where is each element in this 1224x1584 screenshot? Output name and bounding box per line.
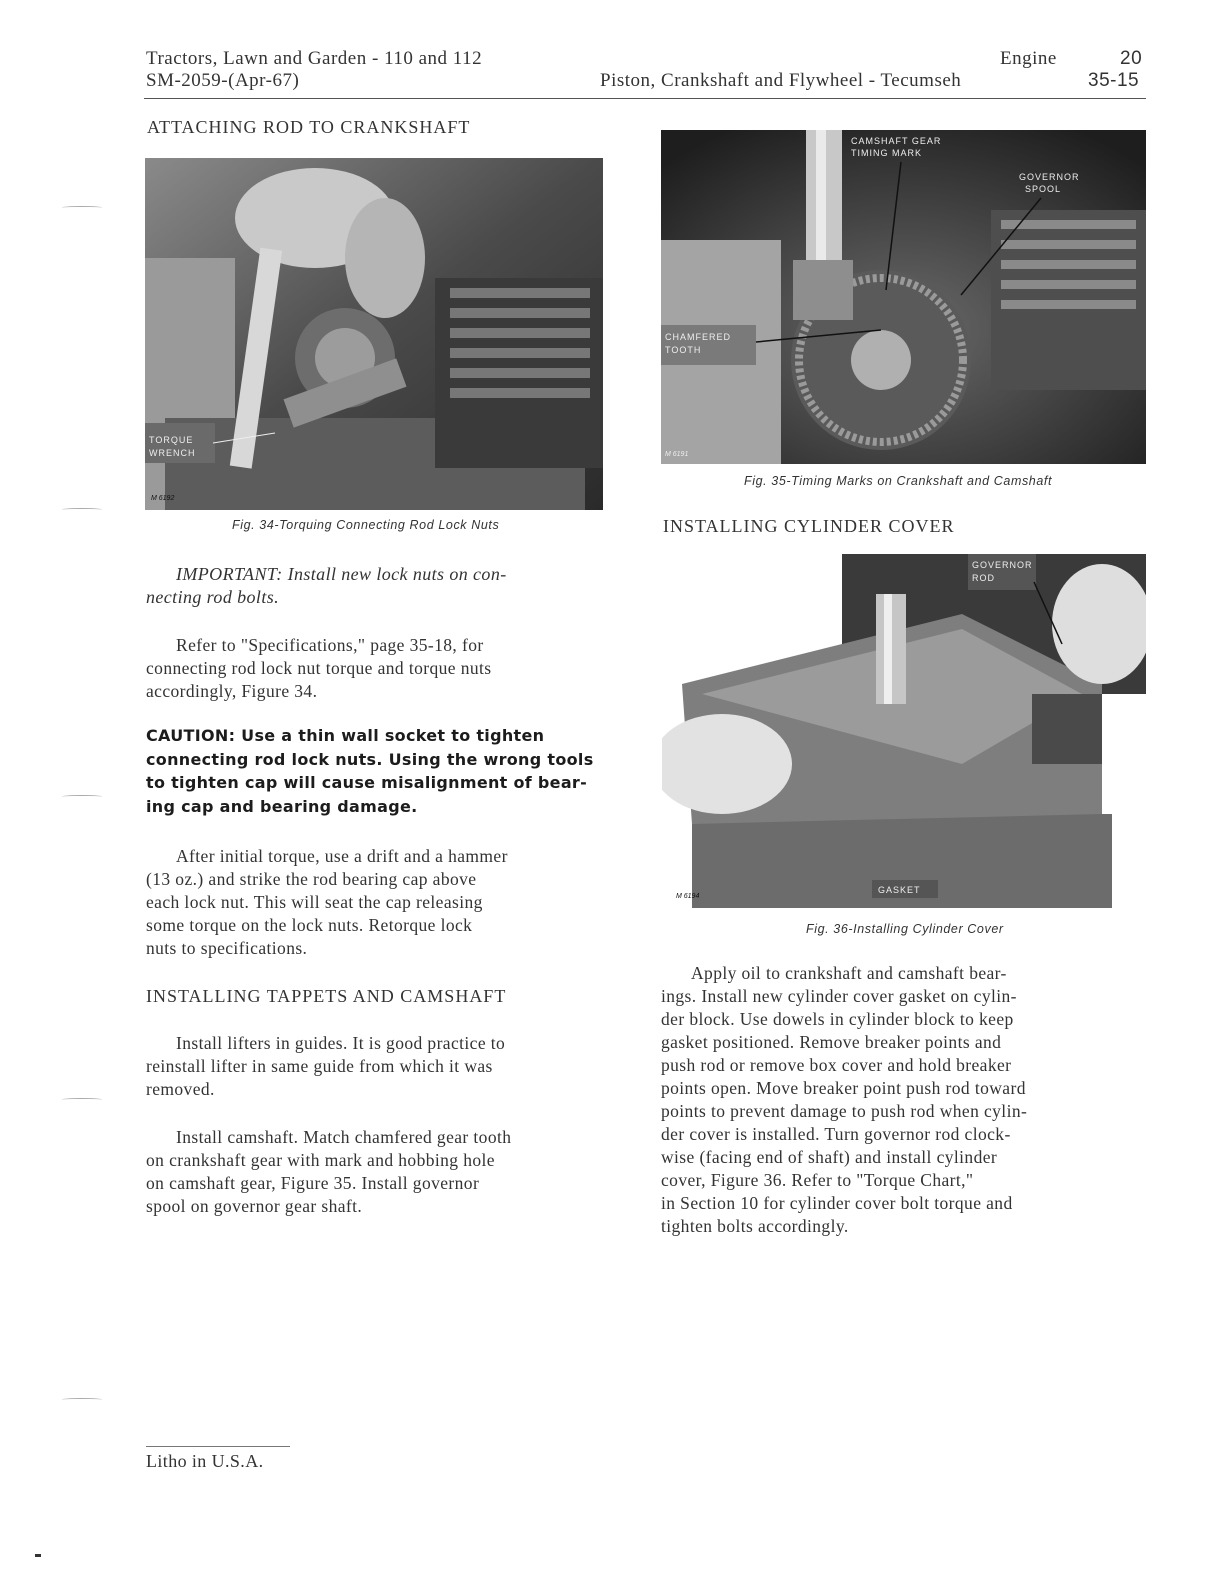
fig36-callout-gasket: GASKET [878,885,921,895]
paragraph-install-camshaft: Install camshaft. Match chamfered gear tooth on crankshaft gear with mark and hobbing hole on camshaft gear, Figure 35. Install governor spool on governor gear shaft. [146,1127,512,1216]
fig35-callout-tooth-line2: TOOTH [665,345,702,355]
header-right-line2: Piston, Crankshaft and Flywheel - Tecumseh [600,70,962,91]
section-heading-attaching-rod: ATTACHING ROD TO CRANKSHAFT [147,117,471,137]
paragraph-apply-oil: Apply oil to crankshaft and camshaft bear- ings. Install new cylinder cover gasket on cylin- der block. Use dowels in cylinder block to keep gasket positioned. Remove breaker points and push rod or remove box cover and hold breaker points open. Move breaker point push rod toward points to prevent damage to push rod when cylin- der cover is installed. Turn governor rod clock- wise (facing end of shaft) and install cylinder cover, Figure 36. Refer to "Torque Chart," in Section 10 for cylinder cover bolt torque and tighten bolts accordingly. [661,963,1028,1236]
figure-36-caption: Fig. 36-Installing Cylinder Cover [806,922,1004,936]
header-right-line1: Engine [1000,48,1057,69]
fig36-callout-rod: ROD [972,573,995,583]
paragraph-refer-specifications: Refer to "Specifications," page 35-18, for connecting rod lock nut torque and torque nuts accordingly, Figure 34. [146,635,492,701]
paragraph-install-lifters: Install lifters in guides. It is good practice to reinstall lifter in same guide from which it was removed. [146,1033,506,1099]
section-heading-cylinder-cover: INSTALLING CYLINDER COVER [663,516,955,536]
fig35-m-number: M 6191 [665,451,689,458]
paragraph-initial-torque: After initial torque, use a drift and a hammer (13 oz.) and strike the rod bearing cap above each lock nut. This will seat the cap releasing some torque on the lock nuts. Retorque lock nuts to specifications. [146,846,508,958]
caution-note: CAUTION: Use a thin wall socket to tighten connecting rod lock nuts. Using the wrong tools to tighten cap will cause misalignment of bear- ing cap and bearing damage. [146,726,594,816]
fig34-m-number: M 6192 [151,495,175,502]
binding-mark [62,206,102,209]
header-rule [144,98,1146,99]
section-heading-tappets: INSTALLING TAPPETS AND CAMSHAFT [146,986,507,1006]
fig35-callout-spool-line1: GOVERNOR [1019,172,1080,182]
header-section-number: 35-15 [1088,70,1140,91]
fig36-m-number: M 6194 [676,893,700,900]
page-mark [35,1554,41,1557]
figure-35-caption: Fig. 35-Timing Marks on Crankshaft and Camshaft [744,474,1053,488]
fig36-callout-governor: GOVERNOR [972,560,1033,570]
fig35-callout-cam-line2: TIMING MARK [851,148,922,158]
important-note-line2: necting rod bolts. [146,587,280,607]
fig34-callout-wrench: WRENCH [149,448,196,458]
header-page-number: 20 [1120,48,1143,69]
binding-mark [62,795,102,798]
footer-rule [146,1446,290,1447]
fig35-callout-cam-line1: CAMSHAFT GEAR [851,136,942,146]
fig35-callout-spool-line2: SPOOL [1025,184,1062,194]
figure-34-photo [145,158,603,510]
binding-mark [62,508,102,511]
figure-34-caption: Fig. 34-Torquing Connecting Rod Lock Nuts [232,518,500,532]
binding-mark [62,1398,102,1401]
header-left-line2: SM-2059-(Apr-67) [146,70,300,91]
fig34-callout-torque: TORQUE [149,435,194,445]
binding-mark [62,1098,102,1101]
figure-36-photo [662,554,1146,908]
important-note: IMPORTANT: Install new lock nuts on con- [176,564,507,584]
figure-35-photo [661,130,1146,464]
footer-litho: Litho in U.S.A. [146,1451,264,1471]
fig35-callout-tooth-line1: CHAMFERED [665,332,732,342]
header-left-line1: Tractors, Lawn and Garden - 110 and 112 [146,48,483,69]
